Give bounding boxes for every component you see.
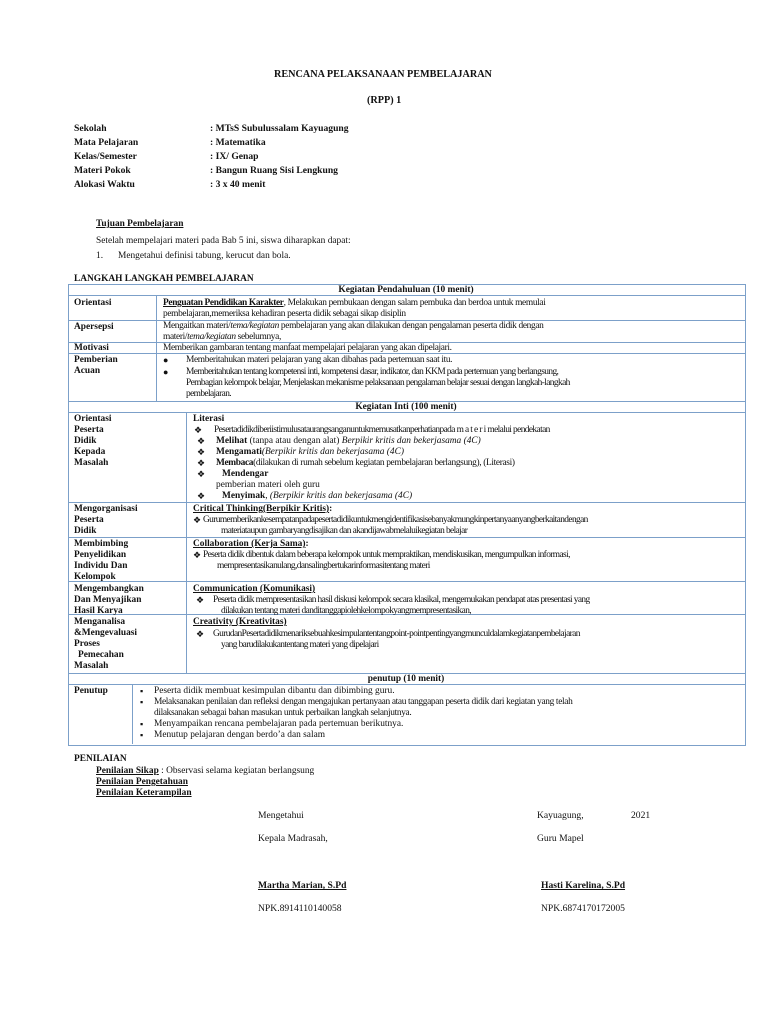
label-line: Pemecahan — [78, 650, 124, 660]
creat-title: Creativity (Kreativitas) — [193, 617, 287, 627]
apersepsi-part: tema/kegiatan — [187, 332, 236, 342]
membaca-item — [216, 458, 515, 469]
identity-value: : 3 x 40 menit — [210, 179, 266, 190]
menyimak-item — [222, 491, 412, 502]
orientasi-text-2: pembelajaran,memeriksa kehadiran peserta didik sebagai sikap disiplin — [163, 309, 406, 319]
inti-orientasi-label — [74, 414, 112, 469]
comm-line: dilakukan tentang materi danditanggapiolehkelompokyangmempresentasikan, — [221, 606, 472, 616]
table-rule — [68, 537, 745, 538]
analisa-label — [74, 617, 137, 672]
diamond-bullet-icon: ❖ — [193, 515, 202, 525]
motivasi-label: Motivasi — [74, 343, 109, 353]
creat-item — [213, 629, 580, 651]
label-line: Masalah — [74, 661, 109, 671]
identity-label: Sekolah — [74, 123, 107, 134]
label-line: Mengembangkan — [74, 584, 144, 594]
diamond-bullet-icon: ❖ — [197, 447, 206, 457]
bimbing-label — [74, 539, 128, 583]
org-label — [74, 504, 138, 537]
membaca-part: Membaca — [216, 458, 254, 468]
bullet-dot: ● — [163, 355, 169, 365]
sign-left-name: Martha Marian, S.Pd — [258, 880, 347, 891]
penutup-title: penutup (10 menit) — [367, 674, 445, 684]
acuan-item-1: Memberitahukan materi pelajaran yang akan dibahas pada pertemuan saat itu. — [186, 355, 453, 365]
apersepsi-part: sebelumnya, — [235, 332, 281, 342]
melihat-item — [216, 436, 481, 447]
penutup-item-2-line: Melaksanakan penilaian dan refleksi dengan mengajukan pertanyaan atau tanggapan peserta didik dari kegiatan yang telah — [154, 697, 573, 707]
table-rule — [68, 581, 745, 582]
identity-value: : Matematika — [210, 137, 266, 148]
identity-label: Alokasi Waktu — [74, 179, 135, 190]
collab-line: mempresentasikanulang,dansalingbertukarinformasitentang materi — [217, 561, 430, 571]
penutup-item-1: Peserta didik membuat kesimpulan dibantu dan dibimbing guru. — [154, 686, 395, 696]
apersepsi-label: Apersepsi — [74, 322, 114, 332]
critical-title-text: Critical Thinking(Berpikir Kritis) — [193, 504, 330, 514]
comm-item — [213, 595, 590, 617]
square-bullet-icon: ▪ — [140, 730, 144, 740]
acuan-item-2-line: Memberitahukan tentang kompetensi inti, kompetensi dasar, indikator, dan KKM pada pertemuan yang berlangsung, — [186, 367, 559, 377]
menyimak-part: , — [265, 491, 270, 501]
table-col-rule — [156, 295, 157, 401]
identity-row-alokasi — [74, 179, 474, 192]
acuan-label-line: Pemberian — [74, 355, 118, 365]
identity-value: : IX/ Genap — [210, 151, 259, 162]
penilaian-sikap-text: : Observasi selama kegiatan berlangsung — [158, 766, 315, 776]
comm-line: Peserta didik mempresentasikan hasil diskusi kelompok secara klasikal, mengemukakan pendapat atas presentasi yang — [213, 595, 590, 605]
table-col-rule — [186, 412, 187, 673]
identity-row-kelas — [74, 151, 474, 164]
label-line: Hasil Karya — [74, 606, 123, 616]
collab-colon: : — [305, 539, 309, 549]
inti-title: Kegiatan Inti (100 menit) — [355, 402, 457, 412]
literasi-part: m a t e r i — [456, 425, 486, 435]
diamond-bullet-icon: ❖ — [196, 629, 205, 639]
mengamati-part: Mengamati — [216, 447, 262, 457]
label-line: Peserta — [74, 515, 104, 525]
penutup-item-3: Menyampaikan rencana pembelajaran pada pertemuan berikutnya. — [154, 719, 404, 729]
critical-line: Gurumemberikankesempatanpadapesertadidikuntukmengidentifikasisebanyakmungkinpertanyaanyangberkaitandengan — [203, 515, 588, 525]
identity-row-sekolah — [74, 123, 474, 136]
table-rule — [68, 684, 745, 685]
orientasi-text — [163, 298, 741, 320]
identity-label: Kelas/Semester — [74, 151, 137, 162]
membaca-part: (dilakukan di rumah sebelum kegiatan pembelajaran berlangsung), (Literasi) — [253, 458, 515, 468]
tujuan-item: Mengetahui definisi tabung, kerucut dan bola. — [118, 251, 291, 261]
acuan-item-2-line: pembelajaran. — [186, 389, 232, 399]
literasi-item — [214, 425, 550, 436]
sign-right-name: Hasti Karelina, S.Pd — [541, 880, 626, 891]
document-subtitle: (RPP) 1 — [367, 95, 402, 106]
label-line: Kepada — [74, 447, 106, 457]
sign-right-role: Guru Mapel — [537, 833, 584, 844]
tujuan-item-number: 1. — [96, 251, 104, 261]
melihat-part: Berpikir kritis dan bekerjasama (4C) — [341, 436, 481, 446]
orientasi-bold: Penguatan Pendidikan Karakter — [163, 298, 284, 308]
label-line: Orientasi — [74, 414, 112, 424]
sign-left-npk: NPK.8914110140058 — [258, 903, 342, 914]
penilaian-keterampilan: Penilaian Keterampilan — [96, 788, 192, 798]
apersepsi-part: tema/kegiatan — [230, 321, 279, 331]
diamond-bullet-icon: ❖ — [193, 550, 202, 560]
table-rule — [68, 502, 745, 503]
label-line: Mengorganisasi — [74, 504, 138, 514]
identity-label: Materi Pokok — [74, 165, 131, 176]
identity-label: Mata Pelajaran — [74, 137, 139, 148]
penilaian-sikap-label: Penilaian Sikap — [96, 766, 159, 776]
critical-line: materiataupun gambaryangdisajikan dan akandijawabmelaluikegiatan belajar — [221, 526, 468, 536]
collab-item — [203, 550, 570, 572]
identity-value: : MTsS Subulussalam Kayuagung — [210, 123, 349, 134]
label-line: &Mengevaluasi — [74, 628, 138, 638]
table-col-rule — [132, 684, 133, 744]
acuan-label — [74, 355, 118, 377]
critical-colon: : — [329, 504, 333, 514]
diamond-bullet-icon: ❖ — [194, 425, 203, 435]
langkah-heading: LANGKAH LANGKAH PEMBELAJARAN — [74, 274, 254, 284]
document-title: RENCANA PELAKSANAAN PEMBELAJARAN — [274, 69, 492, 80]
label-line: Masalah — [74, 458, 109, 468]
apersepsi-text — [163, 321, 741, 343]
label-line: Membimbing — [74, 539, 129, 549]
table-rule — [68, 412, 745, 413]
penutup-label: Penutup — [74, 686, 108, 696]
square-bullet-icon: ▪ — [140, 719, 144, 729]
label-line: Menganalisa — [74, 617, 126, 627]
label-line: Penyelidikan — [74, 550, 127, 560]
motivasi-text: Memberikan gambaran tentang manfaat mempelajari pelajaran yang akan dipelajari. — [163, 343, 452, 353]
identity-row-materi — [74, 165, 474, 178]
melihat-part: (tanpa atau dengan alat) — [247, 436, 342, 446]
sign-left-role: Kepala Madrasah, — [258, 833, 328, 844]
pendahuluan-title: Kegiatan Pendahuluan (10 menit) — [338, 285, 474, 295]
apersepsi-part: materi/ — [163, 332, 188, 342]
mendengar-label: Mendengar — [222, 469, 269, 479]
penilaian-pengetahuan: Penilaian Pengetahuan — [96, 777, 188, 787]
melihat-part: Melihat — [216, 436, 248, 446]
sign-right-year: 2021 — [631, 810, 651, 821]
diamond-bullet-icon: ❖ — [196, 595, 205, 605]
square-bullet-icon: ▪ — [140, 686, 144, 696]
penilaian-sikap — [96, 766, 314, 776]
collab-title — [193, 539, 309, 550]
acuan-item-2-line: Pembagian kelompok belajar, Menjelaskan mekanisme pelaksanaan pengalaman belajar sesuai dengan langkah-langkah — [186, 378, 570, 388]
label-line: Proses — [74, 639, 100, 649]
acuan-item-2 — [186, 367, 742, 400]
mengamati-part: (Berpikir kritis dan bekerjasama (4C) — [261, 447, 404, 457]
sign-right-place: Kayuagung, — [537, 810, 584, 821]
tujuan-intro: Setelah mempelajari materi pada Bab 5 ini, siswa diharapkan dapat: — [96, 236, 351, 246]
orientasi-text-1: , Melakukan pembukaan dengan salam pembuka dan berdoa untuk memulai — [283, 298, 546, 308]
sign-right-npk: NPK.6874170172005 — [541, 903, 625, 914]
penutup-item-2-line: dilaksanakan sebagai bahan masukan untuk perbaikan langkah selanjutnya. — [154, 708, 412, 718]
creat-line: GurudanPesertadidikmenariksebuahkesimpulantentangpoint-pointpentingyangmunculdalamkegiatanpembelajaran — [213, 629, 580, 639]
diamond-bullet-icon: ❖ — [197, 436, 206, 446]
label-line: Didik — [74, 436, 97, 446]
diamond-bullet-icon: ❖ — [197, 469, 206, 479]
bullet-dot: ● — [163, 367, 169, 377]
collab-line: Peserta didik dibentuk dalam beberapa kelompok untuk mempraktikan, mendiskusikan, mengumpulkan informasi, — [203, 550, 570, 560]
identity-row-mapel — [74, 137, 474, 150]
label-line: Peserta — [74, 425, 104, 435]
collab-title-text: Collaboration (Kerja Sama) — [193, 539, 306, 549]
penutup-item-2 — [154, 697, 572, 719]
label-line: Kelompok — [74, 572, 116, 582]
comm-title: Communication (Komunikasi) — [193, 584, 316, 594]
diamond-bullet-icon: ❖ — [197, 458, 206, 468]
label-line: Individu Dan — [74, 561, 128, 571]
orientasi-label: Orientasi — [74, 298, 112, 308]
literasi-part: melalui pendekatan — [487, 425, 550, 435]
mendengar-text: pemberian materi oleh guru — [216, 480, 320, 490]
penilaian-heading: PENILAIAN — [74, 754, 127, 764]
kembang-label — [74, 584, 144, 617]
label-line: Dan Menyajikan — [74, 595, 142, 605]
diamond-bullet-icon: ❖ — [197, 491, 206, 501]
literasi-title: Literasi — [193, 414, 225, 424]
sign-left-top: Mengetahui — [258, 810, 304, 821]
acuan-label-line: Acuan — [74, 366, 101, 376]
identity-value: : Bangun Ruang Sisi Lengkung — [210, 165, 338, 176]
tujuan-heading: Tujuan Pembelajaran — [96, 219, 184, 229]
label-line: Didik — [74, 526, 97, 536]
penutup-item-4: Menutup pelajaran dengan berdo’a dan salam — [154, 730, 326, 740]
square-bullet-icon: ▪ — [140, 697, 144, 707]
menyimak-part: Menyimak — [222, 491, 266, 501]
creat-line: yang barudilakukantentang materi yang dipelajari — [221, 640, 379, 650]
literasi-part: Pesertadidikdiberiistimulusataurangsanganuntukmemusatkanperhatianpada — [214, 425, 455, 435]
mengamati-item — [216, 447, 404, 458]
apersepsi-part: Mengaitkan materi/ — [163, 321, 231, 331]
table-rule — [68, 295, 745, 296]
apersepsi-part: pembelajaran yang akan dilakukan dengan pengalaman peserta didik dengan — [278, 321, 544, 331]
critical-title — [193, 504, 332, 515]
menyimak-part: (Berpikir kritis dan bekerjasama (4C) — [269, 491, 413, 501]
critical-item — [203, 515, 588, 537]
